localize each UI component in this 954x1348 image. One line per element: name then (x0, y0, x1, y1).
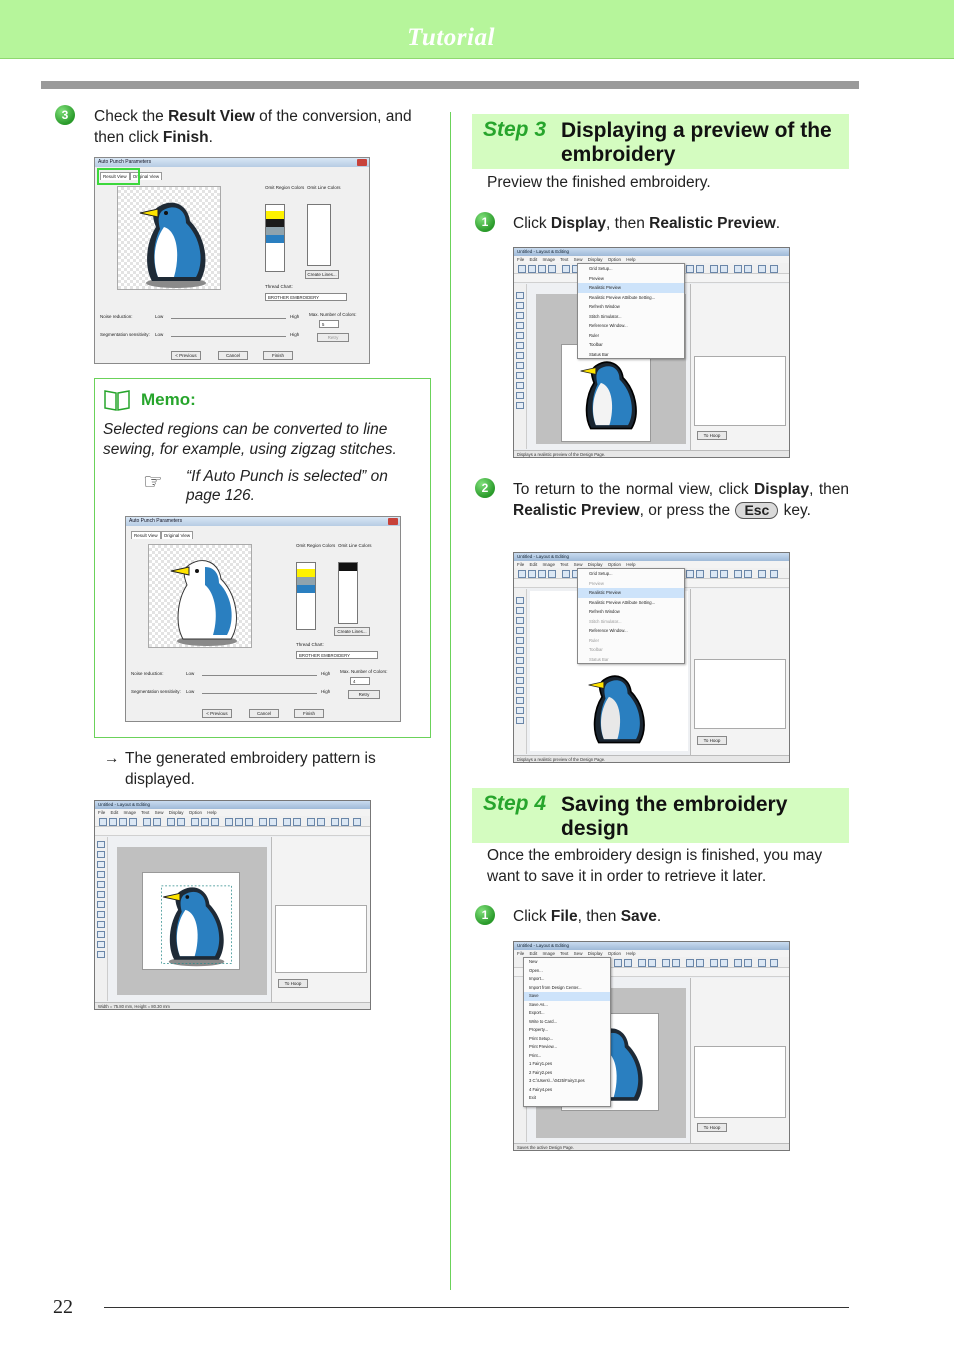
header-band (0, 0, 954, 59)
cancel-button[interactable]: Cancel (249, 709, 279, 718)
memo-text: Selected regions can be converted to line sewing, for example, using zigzag stitches. (103, 421, 397, 458)
menu-item-stitch-simulator[interactable]: Stitch Simulator... (589, 313, 622, 319)
segmentation-low-label: Low (155, 332, 164, 337)
menu-item-ruler[interactable]: Ruler (589, 332, 600, 338)
finish-button[interactable]: Finish (294, 709, 324, 718)
segmentation-high-label: High (290, 332, 300, 337)
result-preview (117, 186, 221, 290)
step4-instruction-1: Click File, then Save. (513, 908, 662, 925)
omit-line-colors-label: Omit Line Colors (338, 543, 372, 548)
menu-item-ruler[interactable]: Ruler (589, 637, 600, 643)
menu-item-import-design-center[interactable]: Import from Design Center... (529, 984, 582, 990)
auto-punch-dialog-screenshot (94, 157, 370, 364)
memo-title: Memo: (141, 390, 196, 409)
line-color-list[interactable] (338, 562, 358, 624)
preview-panel (694, 356, 786, 426)
status-bar: Displays a realistic preview of the Design Page. (514, 450, 789, 457)
menu-item-toolbar[interactable]: Toolbar (589, 342, 603, 347)
file-menu[interactable] (523, 957, 611, 1107)
display-menu[interactable] (577, 263, 685, 359)
menu-item-realistic-preview[interactable]: Realistic Preview (578, 283, 684, 293)
menu-item-print[interactable]: Print... (529, 1052, 542, 1058)
omit-line-colors-label: Omit Line Colors (307, 185, 341, 190)
app-menubar: File Edit Image Text Sew Display Option Help (95, 809, 370, 816)
tab-original-view[interactable]: Original View (130, 172, 162, 180)
app-title: Untitled - Layout & Editing (95, 801, 370, 809)
menu-item-recent-1[interactable]: 1 Fairy1.pes (529, 1061, 553, 1066)
close-icon (388, 518, 398, 525)
max-colors-label: Max. Number of Colors: (340, 669, 388, 674)
create-lines-button[interactable]: Create Lines... (334, 627, 370, 636)
menu-item-print-setup[interactable]: Print Setup... (529, 1035, 554, 1041)
instruction-check-result: Check the Result View of the conversion, and then click Finish. (94, 108, 412, 146)
menu-item-stitch-simulator[interactable]: Stitch Simulator... (589, 618, 622, 624)
step3-heading (472, 114, 849, 169)
dialog-tabs (131, 531, 193, 539)
menu-item-open[interactable]: Open... (529, 967, 543, 973)
menu-item-grid-setup[interactable]: Grid Setup... (589, 571, 613, 576)
menu-item-export[interactable]: Export... (529, 1010, 545, 1015)
step3-bullet-1: 1 (475, 212, 495, 232)
step3-number: Step 3 (483, 118, 547, 141)
step-bullet-3: 3 (55, 105, 75, 125)
menu-item-realistic-preview-attr[interactable]: Realistic Preview Attribute Setting... (589, 599, 656, 605)
preview-panel (694, 659, 786, 729)
memo-box (94, 378, 431, 738)
step4-intro: Once the embroidery design is finished, you may want to save it in order to retrieve it later. (487, 847, 823, 885)
close-icon (357, 159, 367, 166)
menu-item-save-as[interactable]: Save As... (529, 1001, 548, 1007)
attribute-panel (271, 837, 371, 1003)
create-lines-button[interactable]: Create Lines... (305, 270, 339, 279)
penguin-image (118, 187, 222, 291)
noise-high-label: High (321, 671, 331, 676)
result-view-highlight (97, 168, 140, 185)
tab-result-view[interactable]: Result View (131, 531, 161, 539)
step3-title: Displaying a preview of the embroidery (561, 119, 832, 166)
options-bar (95, 827, 370, 836)
pointing-hand-icon: ☞ (143, 469, 163, 494)
left-toolbox (514, 284, 527, 449)
penguin-image (149, 545, 253, 649)
noise-low-label: Low (186, 671, 195, 676)
menu-item-recent-3[interactable]: 3 C:\Users\...\0425\Fairy3.pes (529, 1078, 585, 1083)
app-menubar: File Edit Image Text Sew Display Option Help (514, 561, 789, 568)
to-hoop-button[interactable]: To Hoop (697, 736, 727, 745)
step3-instruction-1: Click Display, then Realistic Preview. (513, 215, 781, 232)
menu-item-toolbar[interactable]: Toolbar (589, 647, 603, 652)
step4-bullet-1: 1 (475, 905, 495, 925)
max-colors-stepper[interactable]: 5 (319, 320, 339, 328)
display-menu[interactable] (577, 568, 685, 664)
result-text: The generated embroidery pattern is displayed. (125, 750, 376, 788)
to-hoop-button[interactable]: To Hoop (278, 979, 308, 988)
toolbar (95, 816, 370, 827)
finish-button[interactable]: Finish (263, 351, 293, 360)
arrow-prefix: → (104, 750, 120, 767)
attribute-panel (690, 978, 790, 1144)
dialog-title: Auto Punch Parameters (126, 517, 400, 526)
thread-chart-label: Thread Chart: (296, 642, 324, 647)
layout-editing-screenshot-result (94, 800, 371, 1010)
memo-reference[interactable]: “If Auto Punch is selected” on page 126. (186, 468, 388, 504)
segmentation-slider[interactable] (171, 336, 286, 337)
menu-item-write-to-card[interactable]: Write to Card... (529, 1018, 558, 1024)
menu-item-realistic-preview[interactable]: Realistic Preview (578, 588, 684, 598)
menu-item-recent-4[interactable]: 4 Fairy4.pes (529, 1086, 553, 1092)
menu-item-status-bar[interactable]: Status Bar (589, 656, 609, 662)
thread-chart-select[interactable]: BROTHER EMBROIDERY (296, 651, 378, 659)
region-color-list[interactable] (296, 562, 316, 630)
step3-instruction-2: To return to the normal view, click Display, then Realistic Preview, or press the Esc key. (513, 481, 849, 519)
step4-number: Step 4 (483, 792, 547, 815)
retry-button[interactable]: Retry (348, 690, 380, 699)
menu-item-save[interactable]: Save (524, 992, 610, 1001)
status-bar: Width = 75.80 mm, Height = 80.30 mm (95, 1002, 370, 1009)
normal-view-screenshot (513, 552, 790, 763)
noise-reduction-slider[interactable] (171, 318, 286, 319)
footer-rule (104, 1307, 849, 1308)
attribute-panel (690, 589, 790, 756)
preview-panel (694, 1046, 786, 1118)
to-hoop-button[interactable]: To Hoop (697, 1123, 727, 1132)
thread-chart-select[interactable]: BROTHER EMBROIDERY (265, 293, 347, 301)
app-title: Untitled - Layout & Editing (514, 553, 789, 561)
omit-region-colors-label: Omit Region Colors (296, 543, 336, 548)
app-title: Untitled - Layout & Editing (514, 942, 789, 950)
segmentation-label: Segmentation sensitivity: (100, 332, 150, 337)
noise-reduction-label: Noise reduction: (131, 671, 164, 676)
menu-item-exit[interactable]: Exit (529, 1095, 536, 1100)
esc-key: Esc (735, 502, 778, 519)
menu-item-import[interactable]: Import... (529, 976, 545, 981)
app-menubar: File Edit Image Text Sew Display Option Help (514, 256, 789, 263)
file-menu-screenshot (513, 941, 790, 1151)
thread-chart-label: Thread Chart: (265, 284, 293, 289)
menu-item-reference-window[interactable]: Reference Window... (589, 628, 628, 633)
segmentation-low-label: Low (186, 689, 195, 694)
max-colors-label: Max. Number of Colors: (309, 312, 357, 317)
auto-punch-dialog-screenshot-2 (125, 516, 401, 722)
page-header-title: Tutorial (407, 24, 495, 51)
noise-reduction-label: Noise reduction: (100, 314, 133, 319)
menu-item-status-bar[interactable]: Status Bar (589, 351, 609, 357)
menu-item-new[interactable]: New (529, 959, 538, 964)
previous-button[interactable]: < Previous (171, 351, 201, 360)
status-bar: Saves the active Design Page. (514, 1143, 789, 1150)
menu-item-reference-window[interactable]: Reference Window... (589, 323, 628, 328)
left-toolbox (95, 837, 108, 1001)
to-hoop-button[interactable]: To Hoop (697, 431, 727, 440)
omit-region-colors-label: Omit Region Colors (265, 185, 305, 190)
display-menu-screenshot (513, 247, 790, 458)
menu-item-refresh-window[interactable]: Refresh Window (589, 304, 620, 309)
column-divider (450, 112, 451, 1290)
penguin-embroidery (143, 873, 239, 969)
menu-item-refresh-window[interactable]: Refresh Window (589, 609, 620, 614)
retry-button[interactable]: Retry (317, 333, 349, 342)
menu-item-print-preview[interactable]: Print Preview... (529, 1044, 557, 1049)
step3-bullet-2: 2 (475, 478, 495, 498)
book-icon (103, 388, 131, 412)
penguin-embroidery (570, 659, 658, 755)
attribute-panel (690, 284, 790, 451)
region-color-list[interactable] (265, 204, 285, 272)
design-page[interactable] (142, 872, 240, 970)
menu-item-realistic-preview-attr[interactable]: Realistic Preview Attribute Setting... (589, 294, 656, 300)
app-menubar: File Edit Image Text Sew Display Option Help (514, 950, 789, 957)
line-color-list[interactable] (307, 204, 331, 266)
page-number: 22 (53, 1296, 73, 1318)
max-colors-stepper[interactable]: 4 (350, 677, 370, 685)
result-preview (148, 544, 252, 648)
step4-heading (472, 788, 849, 843)
noise-high-label: High (290, 314, 300, 319)
menu-item-preview[interactable]: Preview (589, 580, 604, 586)
noise-low-label: Low (155, 314, 164, 319)
tab-result-view[interactable]: Result View (100, 172, 130, 180)
menu-item-recent-2[interactable]: 2 Fairy2.pes (529, 1069, 553, 1075)
status-bar: Displays a realistic preview of the Design Page. (514, 755, 789, 762)
tab-original-view[interactable]: Original View (161, 531, 193, 539)
segmentation-slider[interactable] (202, 693, 317, 694)
step3-intro: Preview the finished embroidery. (487, 174, 711, 191)
menu-item-grid-setup[interactable]: Grid Setup... (589, 266, 613, 271)
previous-button[interactable]: < Previous (202, 709, 232, 718)
segmentation-label: Segmentation sensitivity: (131, 689, 181, 694)
left-toolbox (514, 589, 527, 754)
memo-header (103, 388, 196, 412)
segmentation-high-label: High (321, 689, 331, 694)
step4-title: Saving the embroidery design (561, 793, 788, 840)
cancel-button[interactable]: Cancel (218, 351, 248, 360)
dialog-title: Auto Punch Parameters (95, 158, 369, 167)
app-title: Untitled - Layout & Editing (514, 248, 789, 256)
header-rule (41, 81, 859, 89)
noise-reduction-slider[interactable] (202, 675, 317, 676)
penguin-realistic (562, 345, 650, 441)
menu-item-property[interactable]: Property... (529, 1027, 549, 1032)
menu-item-preview[interactable]: Preview (589, 275, 604, 281)
preview-panel (275, 905, 367, 973)
